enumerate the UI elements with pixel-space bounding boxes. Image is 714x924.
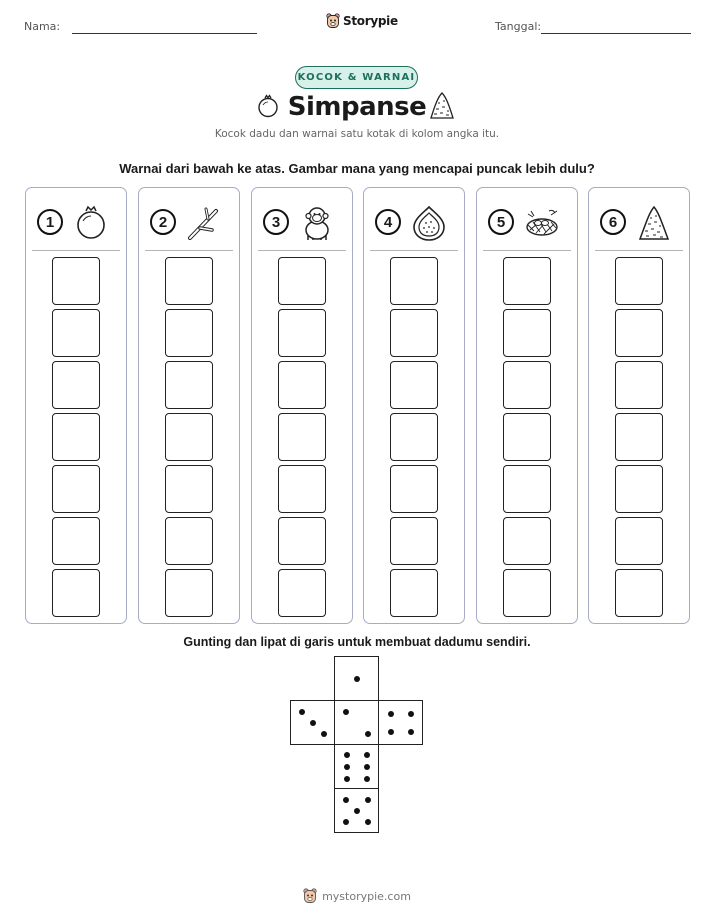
color-box[interactable]	[615, 465, 663, 513]
die-pip	[388, 729, 394, 735]
die-face-3	[290, 700, 335, 745]
color-box[interactable]	[390, 361, 438, 409]
column-divider	[145, 250, 233, 251]
die-pip	[344, 752, 350, 758]
color-box[interactable]	[52, 309, 100, 357]
activity-badge: KOCOK & WARNAI	[295, 66, 418, 89]
column-1	[25, 187, 127, 624]
color-box[interactable]	[52, 413, 100, 461]
color-box[interactable]	[52, 517, 100, 565]
die-face-4	[378, 700, 423, 745]
color-box[interactable]	[278, 361, 326, 409]
die-pip	[408, 729, 414, 735]
color-box[interactable]	[390, 257, 438, 305]
die-face-1	[334, 656, 379, 701]
color-box[interactable]	[615, 361, 663, 409]
color-box[interactable]	[503, 413, 551, 461]
cut-instruction: Gunting dan lipat di garis untuk membuat dadumu sendiri.	[183, 635, 531, 649]
die-pip	[364, 776, 370, 782]
die-pip	[343, 797, 349, 803]
color-box[interactable]	[503, 309, 551, 357]
color-box[interactable]	[165, 257, 213, 305]
color-box[interactable]	[390, 465, 438, 513]
column-4	[363, 187, 465, 624]
name-label: Nama:	[24, 20, 61, 33]
pomegranate-icon	[73, 205, 109, 241]
color-box[interactable]	[278, 465, 326, 513]
die-pip	[364, 752, 370, 758]
color-box[interactable]	[165, 569, 213, 617]
footer-url[interactable]: mystorypie.com	[322, 889, 411, 903]
color-box[interactable]	[503, 517, 551, 565]
color-box[interactable]	[390, 569, 438, 617]
branch-icon	[186, 205, 222, 241]
column-2	[138, 187, 240, 624]
storypie-logo-icon	[303, 888, 317, 904]
die-pip	[388, 711, 394, 717]
column-number: 1	[37, 209, 63, 235]
color-box[interactable]	[503, 465, 551, 513]
color-box[interactable]	[615, 413, 663, 461]
color-box[interactable]	[165, 361, 213, 409]
column-number: 5	[488, 209, 514, 235]
die-pip	[364, 764, 370, 770]
die-pip	[365, 731, 371, 737]
instruction-text: Warnai dari bawah ke atas. Gambar mana yang mencapai puncak lebih dulu?	[119, 161, 595, 176]
color-box[interactable]	[278, 309, 326, 357]
die-pip	[344, 776, 350, 782]
die-pip	[343, 709, 349, 715]
column-number: 3	[263, 209, 289, 235]
die-face-5	[334, 788, 379, 833]
date-label: Tanggal:	[495, 20, 542, 33]
footer	[0, 888, 714, 904]
subtitle: Kocok dadu dan warnai satu kotak di kolom angka itu.	[214, 128, 500, 140]
column-divider	[32, 250, 120, 251]
fig-icon	[411, 205, 447, 241]
die-pip	[408, 711, 414, 717]
chimpanzee-icon	[299, 205, 335, 241]
color-box[interactable]	[615, 257, 663, 305]
color-box[interactable]	[390, 309, 438, 357]
storypie-logo-icon	[326, 13, 340, 29]
color-box[interactable]	[278, 413, 326, 461]
color-box[interactable]	[390, 413, 438, 461]
color-box[interactable]	[165, 517, 213, 565]
color-box[interactable]	[52, 361, 100, 409]
color-box[interactable]	[615, 569, 663, 617]
page-title: Simpanse	[287, 92, 427, 122]
brand-name: Storypie	[343, 14, 398, 28]
column-divider	[483, 250, 571, 251]
die-pip	[344, 764, 350, 770]
color-box[interactable]	[615, 517, 663, 565]
column-number: 2	[150, 209, 176, 235]
nest-icon	[524, 205, 560, 241]
termite-mound-icon	[428, 91, 456, 121]
die-pip	[354, 676, 360, 682]
die-pip	[354, 808, 360, 814]
die-pip	[310, 720, 316, 726]
column-5	[476, 187, 578, 624]
color-box[interactable]	[278, 569, 326, 617]
color-box[interactable]	[278, 517, 326, 565]
color-box[interactable]	[52, 257, 100, 305]
die-pip	[343, 819, 349, 825]
die-face-6	[334, 744, 379, 789]
color-box[interactable]	[503, 361, 551, 409]
termite-mound-icon	[636, 205, 672, 241]
color-box[interactable]	[165, 413, 213, 461]
column-divider	[595, 250, 683, 251]
column-number: 6	[600, 209, 626, 235]
die-pip	[299, 709, 305, 715]
die-pip	[365, 797, 371, 803]
color-box[interactable]	[503, 257, 551, 305]
color-box[interactable]	[165, 465, 213, 513]
column-divider	[370, 250, 458, 251]
date-line	[541, 33, 691, 34]
color-box[interactable]	[615, 309, 663, 357]
color-box[interactable]	[52, 569, 100, 617]
die-face-2	[334, 700, 379, 745]
die-pip	[365, 819, 371, 825]
column-number: 4	[375, 209, 401, 235]
color-box[interactable]	[390, 517, 438, 565]
color-box[interactable]	[52, 465, 100, 513]
brand	[326, 13, 398, 29]
color-box[interactable]	[278, 257, 326, 305]
column-6	[588, 187, 690, 624]
name-line	[72, 33, 257, 34]
color-box[interactable]	[503, 569, 551, 617]
die-pip	[321, 731, 327, 737]
color-box[interactable]	[165, 309, 213, 357]
column-divider	[258, 250, 346, 251]
column-3	[251, 187, 353, 624]
